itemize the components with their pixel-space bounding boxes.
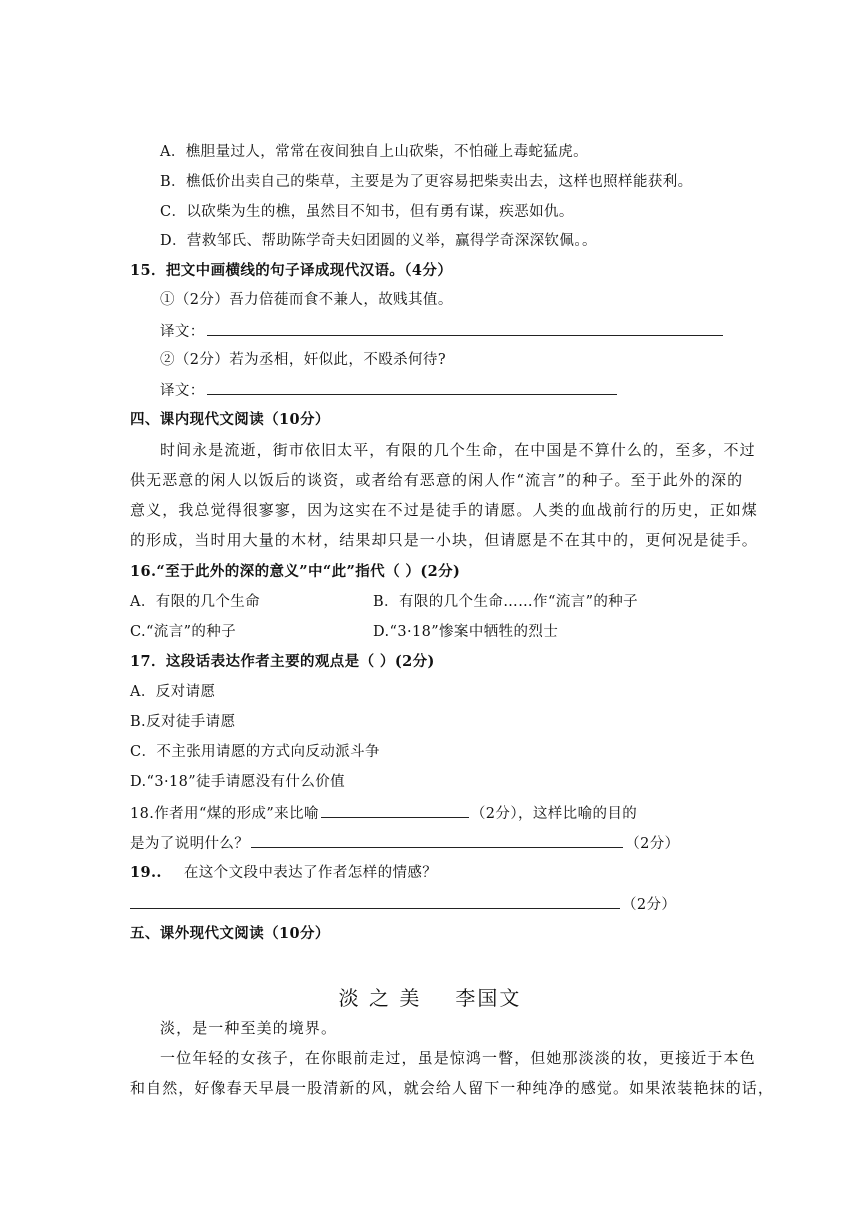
section4-passage-line: 的形成，当时用大量的木材，结果却只是一小块，但请愿是不在其中的，更何况是徒手。	[130, 531, 758, 549]
q16-heading: 16.“至于此外的深的意义”中“此”指代（ ）(2分)	[130, 563, 461, 580]
q17-option-c: C．不主张用请愿的方式向反动派斗争	[130, 744, 380, 760]
q15-blank-2[interactable]	[207, 380, 617, 395]
q18-line-1	[130, 803, 637, 824]
section4-heading: 四、课内现代文阅读（10分）	[130, 411, 330, 428]
q17-option-d: D.“3·18”徒手请愿没有什么价值	[130, 774, 346, 790]
section4-passage-line: 意义，我总觉得很寥寥，因为这实在不过是徒手的请愿。人类的血战前行的历史，正如煤	[130, 501, 758, 519]
q14-option-c: C．以砍柴为生的樵，虽然目不知书，但有勇有谋，疾恶如仇。	[160, 204, 574, 220]
q19-number: 19..	[130, 864, 162, 881]
article-title: 淡 之 美	[338, 986, 422, 1010]
q15-heading: 15．把文中画横线的句子译成现代汉语。（4分）	[130, 262, 453, 279]
q15-answer-line-2	[160, 380, 619, 401]
article-line: 和自然，好像春天早晨一股清新的风，就会给人留下一种纯净的感觉。如果浓装艳抹的话，	[130, 1079, 775, 1097]
q15-item-1: ①（2分）吾力倍蓰而食不兼人，故贱其值。	[160, 292, 453, 308]
q18-prompt: 18.作者用“煤的形成”来比喻	[130, 806, 319, 822]
q18-blank-2[interactable]	[251, 833, 623, 848]
article-author: 李国文	[455, 986, 522, 1010]
q14-option-a: A．樵胆量过人，常常在夜间独自上山砍柴，不怕碰上毒蛇猛虎。	[160, 144, 589, 160]
q16-option-c: C.“流言”的种子	[130, 624, 237, 640]
q19-blank[interactable]	[130, 894, 620, 909]
q15-item-2: ②（2分）若为丞相，奸似此，不殴杀何待?	[160, 352, 446, 368]
q16-option-b: B．有限的几个生命……作“流言”的种子	[373, 594, 639, 610]
article-title-line	[0, 982, 860, 1011]
q14-option-d: D．营救邹氏、帮助陈学奇夫妇团圆的义举，赢得学奇深深钦佩。。	[160, 233, 597, 249]
article-line: 一位年轻的女孩子，在你眼前走过，虽是惊鸿一瞥，但她那淡淡的妆，更接近于本色	[160, 1049, 756, 1067]
q19-line	[130, 863, 437, 883]
q15-answer-label-1: 译文：	[160, 324, 205, 340]
q18-question: 是为了说明什么？	[130, 836, 250, 852]
section5-heading: 五、课外现代文阅读（10分）	[130, 925, 330, 942]
q15-blank-1[interactable]	[207, 321, 723, 336]
q16-option-d: D.“3·18”惨案中牺牲的烈士	[373, 624, 559, 640]
section4-passage-line: 供无恶意的闲人以饭后的谈资，或者给有恶意的闲人作“流言”的种子。至于此外的深的	[130, 471, 744, 489]
article-line: 淡，是一种至美的境界。	[160, 1019, 338, 1037]
section4-passage-line: 时间永是流逝，街市依旧太平，有限的几个生命，在中国是不算什么的，至多，不过	[160, 441, 756, 459]
q17-option-b: B.反对徒手请愿	[130, 714, 236, 730]
q16-option-a: A．有限的几个生命	[130, 594, 261, 610]
q17-option-a: A．反对请愿	[130, 684, 216, 700]
q18-score-1: （2分），这样比喻的目的	[470, 806, 638, 822]
q18-score-2: （2分）	[625, 836, 680, 852]
q19-score: （2分）	[622, 897, 677, 913]
q19-answer-line	[130, 894, 676, 915]
q15-answer-line-1	[160, 321, 725, 342]
q15-answer-label-2: 译文：	[160, 383, 205, 399]
q18-blank-1[interactable]	[321, 803, 469, 818]
q19-question: 在这个文段中表达了作者怎样的情感？	[183, 865, 438, 881]
q14-option-b: B．樵低价出卖自己的柴草，主要是为了更容易把柴卖出去，这样也照样能获利。	[160, 174, 693, 190]
q17-heading: 17．这段话表达作者主要的观点是（ ）(2分)	[130, 653, 435, 670]
q18-line-2	[130, 833, 680, 854]
